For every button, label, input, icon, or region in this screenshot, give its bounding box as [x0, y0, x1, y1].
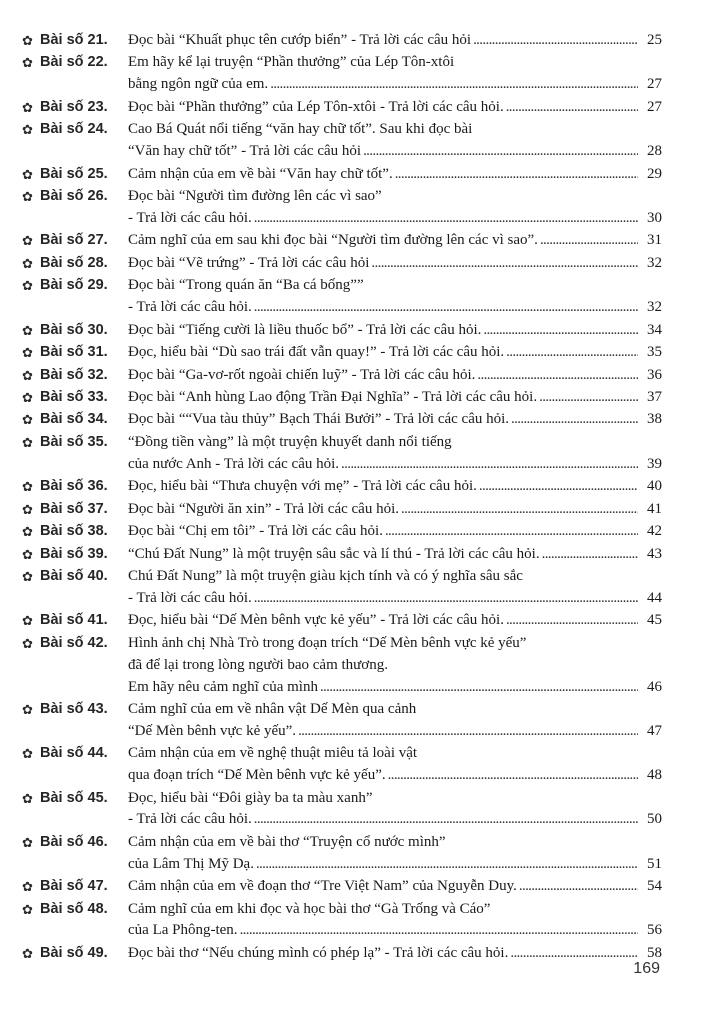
entry-text-line: [128, 610, 662, 632]
entry-body: [128, 387, 662, 409]
entry-page-number: 47: [647, 722, 662, 739]
flower-bullet-icon: ✿: [22, 790, 33, 806]
entry-label: Bài số 27.: [40, 232, 108, 249]
dot-leader: [401, 499, 638, 521]
entry-body: [128, 342, 662, 364]
entry-label: Bài số 45.: [40, 789, 108, 806]
dot-leader: [483, 320, 638, 342]
toc-entry: [22, 566, 662, 610]
entry-text-line: [128, 521, 662, 543]
flower-bullet-icon: ✿: [22, 255, 33, 271]
entry-text-line: Cảm nhận của em về bài thơ “Truyện cổ nước mình”: [128, 833, 446, 850]
flower-bullet-icon: ✿: [22, 189, 33, 205]
entry-page-number: 35: [647, 344, 662, 361]
entry-page-number: 27: [647, 76, 662, 93]
entry-body: [128, 230, 662, 252]
entry-body: [128, 164, 662, 186]
entry-text: Đọc bài “Phần thưởng” của Lép Tôn-xtôi - Trả lời các câu hỏi.: [128, 98, 504, 115]
entry-body: [128, 544, 662, 566]
toc-entry: [22, 253, 662, 275]
toc-entry: [22, 610, 662, 632]
entry-label: Bài số 40.: [40, 568, 108, 585]
entry-text-line: [128, 141, 662, 163]
entry-text: “Chú Đất Nung” là một truyện sâu sắc và lí thú - Trả lời các câu hỏi.: [128, 545, 540, 562]
entry-text-line: [128, 297, 662, 319]
dot-leader: [240, 920, 638, 942]
entry-page-number: 40: [647, 478, 662, 495]
entry-page-number: 36: [647, 366, 662, 383]
flower-bullet-icon: ✿: [22, 702, 33, 718]
entry-text: của Lâm Thị Mỹ Dạ.: [128, 855, 254, 872]
entry-label: Bài số 35.: [40, 433, 108, 450]
flower-bullet-icon: ✿: [22, 524, 33, 540]
dot-leader: [473, 30, 638, 52]
entry-text-line: [128, 765, 662, 787]
flower-bullet-icon: ✿: [22, 546, 33, 562]
entry-text: Đọc bài “Chị em tôi” - Trả lời các câu hỏi.: [128, 523, 383, 540]
entry-text: Cảm nghĩ của em sau khi đọc bài “Người tìm đường lên các vì sao”.: [128, 232, 538, 249]
entry-text-line: Cảm nghĩ của em khi đọc và học bài thơ “Gà Trống và Cáo”: [128, 900, 491, 917]
flower-bullet-icon: ✿: [22, 635, 33, 651]
entry-label: Bài số 46.: [40, 833, 108, 850]
entry-text-line: Đọc bài “Trong quán ăn “Ba cá bống””: [128, 277, 364, 294]
entry-text-line: [128, 677, 662, 699]
dot-leader: [511, 409, 638, 431]
entry-body: [128, 566, 662, 610]
dot-leader: [320, 677, 638, 699]
dot-leader: [479, 476, 638, 498]
entry-text-line: [128, 320, 662, 342]
flower-bullet-icon: ✿: [22, 879, 33, 895]
entry-text-line: [128, 97, 662, 119]
entry-text-line: [128, 588, 662, 610]
entry-text: Cảm nhận của em về bài “Văn hay chữ tốt”.: [128, 165, 393, 182]
entry-page-number: 42: [647, 523, 662, 540]
flower-bullet-icon: ✿: [22, 945, 33, 961]
flower-bullet-icon: ✿: [22, 390, 33, 405]
entry-text-line: Cảm nhận của em về nghệ thuật miêu tả loài vật: [128, 745, 418, 762]
entry-page-number: 54: [647, 878, 662, 895]
flower-bullet-icon: ✿: [22, 569, 33, 585]
entry-text-line: Cao Bá Quát nổi tiếng “văn hay chữ tốt”. Sau khi đọc bài: [128, 121, 473, 138]
entry-body: [128, 832, 662, 876]
entry-text-line: Chú Đất Nung” là một truyện giàu kịch tính và có ý nghĩa sâu sắc: [128, 568, 523, 585]
dot-leader: [298, 721, 638, 743]
entry-label: Bài số 37.: [40, 500, 108, 517]
entry-text: - Trả lời các câu hỏi.: [128, 589, 252, 606]
entry-text: bằng ngôn ngữ của em.: [128, 76, 269, 93]
dot-leader: [506, 342, 638, 364]
toc-entry: [22, 699, 662, 743]
entry-text-line: [128, 365, 662, 387]
dot-leader: [506, 610, 638, 632]
table-of-contents: [22, 30, 662, 965]
dot-leader: [341, 454, 638, 476]
flower-bullet-icon: ✿: [22, 434, 33, 450]
entry-body: [128, 275, 662, 319]
entry-label: Bài số 49.: [40, 944, 108, 961]
toc-entry: [22, 432, 662, 476]
entry-label: Bài số 48.: [40, 900, 108, 917]
dot-leader: [363, 141, 638, 163]
entry-body: [128, 876, 662, 898]
entry-body: [128, 788, 662, 832]
page-number: 169: [633, 960, 660, 977]
entry-body: [128, 699, 662, 743]
entry-body: [128, 186, 662, 230]
entry-body: [128, 521, 662, 543]
toc-entry: [22, 633, 662, 698]
dot-leader: [254, 297, 638, 319]
toc-entry: [22, 164, 662, 186]
entry-label: Bài số 25.: [40, 165, 108, 182]
entry-label: Bài số 39.: [40, 545, 108, 562]
entry-label: Bài số 26.: [40, 188, 108, 205]
entry-body: [128, 633, 662, 698]
toc-entry: [22, 342, 662, 364]
entry-text-line: [128, 409, 662, 431]
entry-page-number: 56: [647, 922, 662, 939]
entry-page-number: 32: [647, 299, 662, 316]
dot-leader: [371, 253, 638, 275]
toc-entry: [22, 52, 662, 96]
toc-entry: [22, 476, 662, 498]
entry-body: [128, 943, 662, 965]
entry-body: [128, 365, 662, 387]
flower-bullet-icon: ✿: [22, 345, 33, 361]
entry-page-number: 25: [647, 32, 662, 48]
toc-entry: [22, 521, 662, 543]
entry-text: - Trả lời các câu hỏi.: [128, 299, 252, 316]
entry-text: của La Phông-ten.: [128, 922, 238, 939]
flower-bullet-icon: ✿: [22, 233, 33, 249]
entry-label: Bài số 31.: [40, 344, 108, 361]
flower-bullet-icon: ✿: [22, 122, 33, 138]
entry-text-line: [128, 74, 662, 96]
entry-text-line: đã để lại trong lòng người bao cảm thương.: [128, 656, 388, 673]
entry-body: [128, 476, 662, 498]
entry-text-line: Em hãy kể lại truyện “Phần thưởng” của Lép Tôn-xtôi: [128, 54, 455, 71]
toc-entry: [22, 97, 662, 119]
entry-text: - Trả lời các câu hỏi.: [128, 811, 252, 828]
entry-text-line: [128, 854, 662, 876]
toc-entry: [22, 365, 662, 387]
toc-entry: [22, 230, 662, 252]
toc-entry: [22, 30, 662, 52]
entry-text: Đọc bài “Người ăn xin” - Trả lời các câu hỏi.: [128, 500, 400, 517]
entry-body: [128, 899, 662, 943]
entry-label: Bài số 30.: [40, 321, 108, 338]
dot-leader: [540, 230, 638, 252]
toc-entry: [22, 943, 662, 965]
entry-text: Đọc bài thơ “Nếu chúng mình có phép lạ” - Trả lời các câu hỏi.: [128, 944, 509, 961]
entry-page-number: 27: [647, 98, 662, 115]
flower-bullet-icon: ✿: [22, 367, 33, 383]
entry-label: Bài số 38.: [40, 523, 108, 540]
entry-text-line: [128, 230, 662, 252]
toc-entry: [22, 876, 662, 898]
entry-text: “Văn hay chữ tốt” - Trả lời các câu hỏi: [128, 143, 362, 160]
dot-leader: [477, 365, 638, 387]
entry-text-line: Đọc bài “Người tìm đường lên các vì sao”: [128, 188, 382, 205]
entry-body: [128, 253, 662, 275]
toc-entry: [22, 743, 662, 787]
entry-text: qua đoạn trích “Dế Mèn bênh vực kẻ yếu”.: [128, 767, 386, 784]
flower-bullet-icon: ✿: [22, 322, 33, 338]
flower-bullet-icon: ✿: [22, 479, 33, 495]
entry-text: của nước Anh - Trả lời các câu hỏi.: [128, 455, 340, 472]
entry-label: Bài số 34.: [40, 411, 108, 428]
entry-label: Bài số 47.: [40, 878, 108, 895]
entry-text-line: [128, 544, 662, 566]
entry-label: Bài số 33.: [40, 389, 108, 405]
entry-text: Đọc bài “Tiếng cười là liều thuốc bổ” - Trả lời các câu hỏi.: [128, 321, 482, 338]
entry-page-number: 37: [647, 389, 662, 405]
entry-label: Bài số 44.: [40, 745, 108, 762]
entry-text-line: [128, 454, 662, 476]
entry-page-number: 28: [647, 143, 662, 160]
flower-bullet-icon: ✿: [22, 613, 33, 629]
entry-body: [128, 743, 662, 787]
entry-label: Bài số 24.: [40, 121, 108, 138]
entry-page-number: 41: [647, 500, 662, 517]
entry-page-number: 46: [647, 678, 662, 695]
entry-label: Bài số 43.: [40, 701, 108, 718]
entry-text-line: [128, 208, 662, 230]
entry-text-line: [128, 721, 662, 743]
entry-text: Đọc, hiểu bài “Dù sao trái đất vẫn quay!” - Trả lời các câu hỏi.: [128, 344, 505, 361]
entry-text: Cảm nhận của em về đoạn thơ “Tre Việt Nam” của Nguyễn Duy.: [128, 878, 517, 895]
entry-text-line: [128, 499, 662, 521]
entry-text: Đọc bài “Anh hùng Lao động Trần Đại Nghĩa” - Trả lời các câu hỏi.: [128, 389, 538, 405]
dot-leader: [270, 74, 638, 96]
entry-text-line: [128, 876, 662, 898]
dot-leader: [254, 809, 638, 831]
toc-entry: [22, 119, 662, 163]
entry-label: Bài số 23.: [40, 98, 108, 115]
toc-entry: [22, 788, 662, 832]
entry-label: Bài số 21.: [40, 32, 108, 48]
entry-label: Bài số 28.: [40, 254, 108, 271]
entry-label: Bài số 32.: [40, 366, 108, 383]
entry-page-number: 38: [647, 411, 662, 428]
entry-body: [128, 610, 662, 632]
entry-body: [128, 432, 662, 476]
flower-bullet-icon: ✿: [22, 99, 33, 115]
entry-page-number: 30: [647, 209, 662, 226]
dot-leader: [395, 164, 638, 186]
entry-text-line: [128, 164, 662, 186]
entry-page-number: 43: [647, 545, 662, 562]
entry-text: Đọc bài “Vẽ trứng” - Trả lời các câu hỏi: [128, 254, 370, 271]
entry-text-line: Đọc, hiểu bài “Đôi giày ba ta màu xanh”: [128, 789, 373, 806]
entry-text: Đọc bài “Khuất phục tên cướp biển” - Trả lời các câu hỏi: [128, 32, 472, 48]
toc-entry: [22, 499, 662, 521]
entry-text-line: [128, 809, 662, 831]
toc-entry: [22, 832, 662, 876]
entry-text-line: Hình ảnh chị Nhà Trò trong đoạn trích “Dế Mèn bênh vực kẻ yếu”: [128, 634, 527, 651]
entry-body: [128, 409, 662, 431]
entry-body: [128, 30, 662, 52]
entry-body: [128, 97, 662, 119]
dot-leader: [542, 544, 638, 566]
flower-bullet-icon: ✿: [22, 901, 33, 917]
entry-text: Em hãy nêu cảm nghĩ của mình: [128, 678, 318, 695]
toc-entry: [22, 275, 662, 319]
entry-text: Đọc bài “Ga-vơ-rốt ngoài chiến luỹ” - Trả lời các câu hỏi.: [128, 366, 476, 383]
dot-leader: [385, 521, 638, 543]
flower-bullet-icon: ✿: [22, 33, 33, 48]
toc-entry: [22, 387, 662, 409]
entry-text-line: [128, 943, 662, 965]
entry-label: Bài số 42.: [40, 634, 108, 651]
entry-page-number: 48: [647, 767, 662, 784]
entry-body: [128, 52, 662, 96]
entry-page-number: 34: [647, 321, 662, 338]
entry-page-number: 51: [647, 855, 662, 872]
entry-text-line: [128, 920, 662, 942]
entry-text: “Dế Mèn bênh vực kẻ yếu”.: [128, 722, 297, 739]
entry-page-number: 45: [647, 612, 662, 629]
toc-entry: [22, 544, 662, 566]
flower-bullet-icon: ✿: [22, 412, 33, 428]
entry-text: Đọc bài ““Vua tàu thủy” Bạch Thái Bưởi” - Trả lời các câu hỏi.: [128, 411, 510, 428]
dot-leader: [519, 876, 638, 898]
entry-page-number: 58: [647, 944, 662, 961]
entry-text-line: [128, 30, 662, 52]
dot-leader: [254, 208, 638, 230]
flower-bullet-icon: ✿: [22, 501, 33, 517]
toc-entry: [22, 409, 662, 431]
entry-page-number: 31: [647, 232, 662, 249]
flower-bullet-icon: ✿: [22, 55, 33, 71]
entry-text-line: [128, 253, 662, 275]
entry-page-number: 29: [647, 165, 662, 182]
flower-bullet-icon: ✿: [22, 834, 33, 850]
entry-body: [128, 119, 662, 163]
toc-entry: [22, 186, 662, 230]
entry-text: - Trả lời các câu hỏi.: [128, 209, 252, 226]
entry-label: Bài số 29.: [40, 277, 108, 294]
entry-text: Đọc, hiểu bài “Thưa chuyện với mẹ” - Trả lời các câu hỏi.: [128, 478, 477, 495]
entry-text-line: [128, 476, 662, 498]
toc-entry: [22, 320, 662, 342]
toc-entry: [22, 899, 662, 943]
flower-bullet-icon: ✿: [22, 166, 33, 182]
entry-text-line: “Đồng tiền vàng” là một truyện khuyết danh nổi tiếng: [128, 433, 452, 450]
dot-leader: [510, 943, 638, 965]
entry-body: [128, 499, 662, 521]
entry-page-number: 39: [647, 455, 662, 472]
entry-page-number: 50: [647, 811, 662, 828]
entry-text-line: [128, 387, 662, 409]
entry-text: Đọc, hiểu bài “Dế Mèn bênh vực kẻ yếu” - Trả lời các câu hỏi.: [128, 612, 504, 629]
flower-bullet-icon: ✿: [22, 278, 33, 294]
entry-label: Bài số 36.: [40, 478, 108, 495]
entry-text-line: [128, 342, 662, 364]
flower-bullet-icon: ✿: [22, 746, 33, 762]
entry-label: Bài số 22.: [40, 54, 108, 71]
dot-leader: [506, 97, 638, 119]
dot-leader: [254, 588, 638, 610]
dot-leader: [539, 387, 638, 409]
dot-leader: [256, 854, 638, 876]
entry-label: Bài số 41.: [40, 612, 108, 629]
dot-leader: [388, 765, 638, 787]
entry-page-number: 44: [647, 589, 662, 606]
entry-text-line: Cảm nghĩ của em về nhân vật Dế Mèn qua cảnh: [128, 701, 417, 718]
entry-page-number: 32: [647, 254, 662, 271]
entry-body: [128, 320, 662, 342]
